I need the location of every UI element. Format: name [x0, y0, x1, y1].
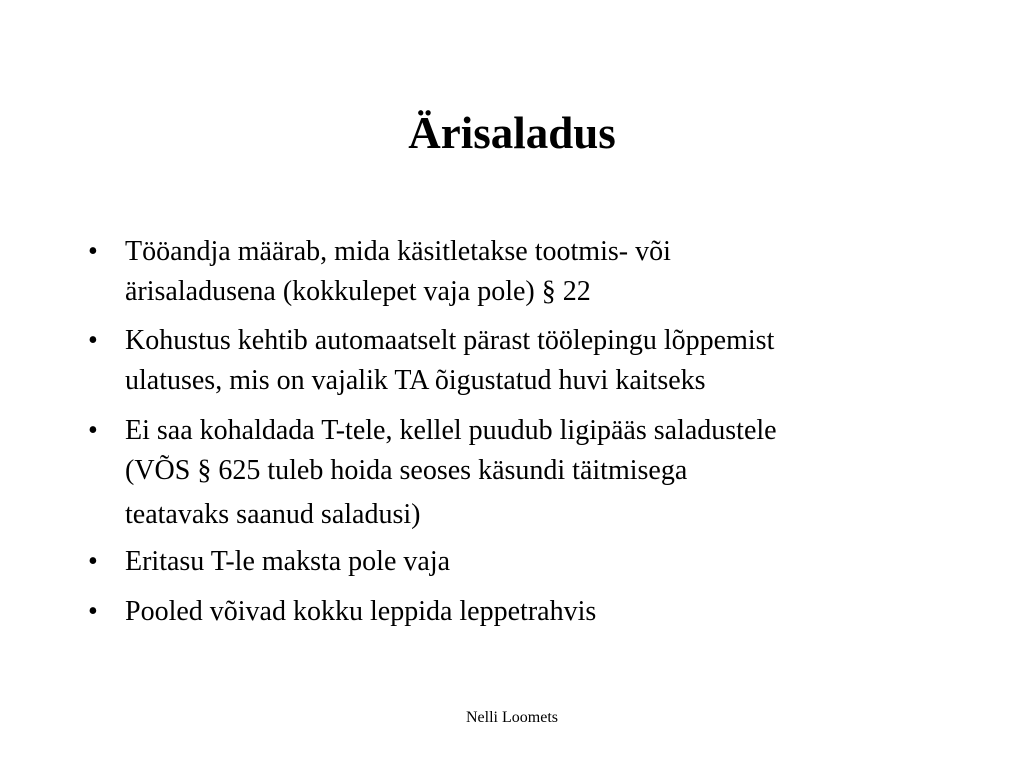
bullet-line: Eritasu T-le maksta pole vaja [125, 546, 451, 577]
bullet-icon: • [88, 325, 98, 356]
bullet-line: ulatuses, mis on vajalik TA õigustatud huvi kaitseks [125, 365, 706, 396]
bullet-line: (VÕS § 625 tuleb hoida seoses käsundi täitmisega [125, 455, 688, 486]
slide-title: Ärisaladus [408, 108, 616, 158]
bullet-line: ärisaladusena (kokkulepet vaja pole) § 22 [125, 276, 591, 307]
bullet-line: Kohustus kehtib automaatselt pärast töölepingu lõppemist [125, 325, 775, 356]
bullet-text [125, 542, 945, 582]
bullet-text [125, 232, 945, 312]
bullet-line: Ei saa kohaldada T-tele, kellel puudub ligipääs saladustele [125, 415, 777, 446]
bullet-text [125, 411, 945, 535]
bullet-icon: • [88, 546, 98, 577]
slide-footer: Nelli Loomets [466, 709, 558, 726]
bullet-line: Pooled võivad kokku leppida leppetrahvis [125, 596, 597, 627]
bullet-icon: • [88, 415, 98, 446]
bullet-line: Tööandja määrab, mida käsitletakse tootmis- või [125, 236, 671, 267]
bullet-line: teatavaks saanud saladusi) [125, 499, 421, 530]
bullet-text [125, 321, 945, 401]
bullet-text [125, 592, 945, 632]
bullet-icon: • [88, 596, 98, 627]
bullet-icon: • [88, 236, 98, 267]
